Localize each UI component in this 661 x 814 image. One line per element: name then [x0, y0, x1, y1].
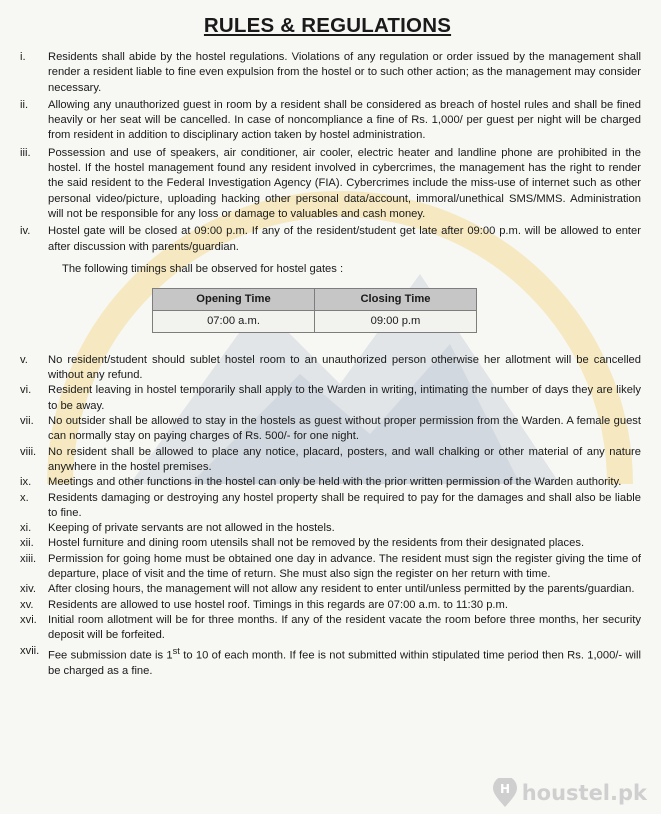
rule-17: [14, 644, 641, 679]
rule-1: [14, 50, 641, 96]
rule-number: v.: [20, 353, 28, 366]
brand-name: houstel.pk: [521, 781, 647, 805]
rule-number: xiv.: [20, 583, 36, 596]
rule-text: [48, 644, 641, 679]
rule-9: [14, 475, 641, 490]
gate-timings-table: [152, 288, 477, 333]
brand-watermark: [492, 778, 647, 808]
rule-text: After closing hours, the management will not allow any resident to enter until/unless permitted by the parents/guardian.: [48, 583, 635, 596]
rule-number: xi.: [20, 522, 32, 535]
rule-4: [14, 224, 641, 255]
rule-text: Meetings and other functions in the hostel can only be held with the prior written permission of the Warden authority.: [48, 476, 622, 489]
rule-text: No outsider shall be allowed to stay in the hostels as guest without proper permission from the Warden. A female guest can normally stay on paying charges of Rs. 500/- for one night.: [48, 415, 641, 443]
rule-15: [14, 598, 641, 613]
opening-time-header: Opening Time: [153, 288, 315, 310]
rule-2: [14, 98, 641, 144]
timing-note: The following timings shall be observed for hostel gates :: [62, 262, 344, 275]
rule-6: [14, 383, 641, 414]
rule-13: [14, 552, 641, 583]
rule-number: iv.: [20, 225, 31, 238]
rule-14: [14, 582, 641, 597]
rule-text: No resident/student should sublet hostel room to an unauthorized person otherwise her allotment will be cancelled without any refund.: [48, 353, 641, 382]
rule-number: iii.: [20, 146, 31, 159]
rule-text: Resident leaving in hostel temporarily shall apply to the Warden in writing, intimating the number of days they are likely to be away.: [48, 384, 641, 412]
rule-number: i.: [20, 51, 26, 63]
rule-number: xvii.: [20, 644, 40, 657]
rule-text-start: Fee submission date is 1: [48, 649, 173, 662]
opening-time-value: 07:00 a.m.: [153, 310, 315, 332]
rule-text: Keeping of private servants are not allowed in the hostels.: [48, 522, 335, 535]
rule-3: [14, 146, 641, 222]
rule-16: [14, 613, 641, 644]
rule-number: xiii.: [20, 552, 37, 565]
rule-number: xvi.: [20, 613, 37, 626]
brand-logo-letter: H: [499, 782, 510, 796]
rule-12: [14, 536, 641, 551]
rule-text: Possession and use of speakers, air conditioner, air cooler, electric heater and landline phone are prohibited in the hostel. If the hostel management found any resident involved in cybercrimes, the management has the right to render the said resident to the Federal Investigation Agency (FIA). Cybercrimes include the miss-use of internet such as other personal video/picture, uploading hacking other personal data/account, immoral/unethical SMS/MMS. Administration will not be responsible for any loss or damage to valuables and cash money.: [48, 146, 641, 220]
closing-time-header: Closing Time: [315, 288, 477, 310]
rule-text: Initial room allotment will be for three months. If any of the resident vacate the room before three months, her security deposit will be forfeited.: [48, 613, 641, 642]
rule-text: Residents damaging or destroying any hostel property shall be required to pay for the damages and shall also be liable to fine.: [48, 491, 641, 519]
rule-text: Residents are allowed to use hostel roof. Timings in this regards are 07:00 a.m. to 11:30 p.m.: [48, 598, 508, 611]
rule-number: ix.: [20, 476, 32, 489]
rule-text: Hostel gate will be closed at 09:00 p.m. If any of the resident/student get late after 09:00 p.m. will be allowed to enter after discussion with parents/guardian.: [48, 225, 641, 253]
rule-number: xii.: [20, 537, 34, 550]
closing-time-value: 09:00 p.m: [315, 310, 477, 332]
rule-number: x.: [20, 491, 29, 504]
rule-number: vii.: [20, 415, 34, 428]
brand-logo-icon: [492, 778, 518, 808]
rule-8: [14, 445, 641, 476]
rule-7: [14, 414, 641, 445]
rule-5: [14, 353, 641, 384]
rule-10: [14, 491, 641, 522]
page-title: RULES & REGULATIONS: [203, 14, 452, 37]
rule-text: Permission for going home must be obtained one day in advance. The resident must sign the register giving the time of departure, place of visit and the time of return. She must also sign the register on her return with time.: [48, 552, 641, 581]
rule-number: xv.: [20, 598, 34, 611]
rule-text: Hostel furniture and dining room utensils shall not be removed by the residents from their designated places.: [48, 537, 585, 550]
rule-number: vi.: [20, 384, 32, 397]
rule-text: Residents shall abide by the hostel regulations. Violations of any regulation or order issued by the management shall render a resident liable to fine even expulsion from the hostel or to such other action; as the management may consider necessary.: [48, 51, 641, 94]
rule-text-end: to 10 of each month. If fee is not submitted within stipulated time period then Rs. 1,000/- will be charged as a fine.: [48, 649, 641, 677]
ordinal-suffix: st: [172, 645, 180, 656]
rule-11: [14, 521, 641, 536]
rule-number: viii.: [20, 445, 37, 458]
rule-text: Allowing any unauthorized guest in room by a resident shall be considered as breach of hostel rules and shall be fined heavily or her seat will be cancelled. In case of noncompliance a fine of Rs. 1,000/ per guest per night will be charged from resident in addition to disciplinary action taken by hostel administration.: [48, 98, 641, 142]
rule-number: ii.: [20, 98, 29, 111]
rule-text: No resident shall be allowed to place any notice, placard, posters, and wall chalking or other material of any nature anywhere in the hostel premises.: [48, 445, 641, 473]
